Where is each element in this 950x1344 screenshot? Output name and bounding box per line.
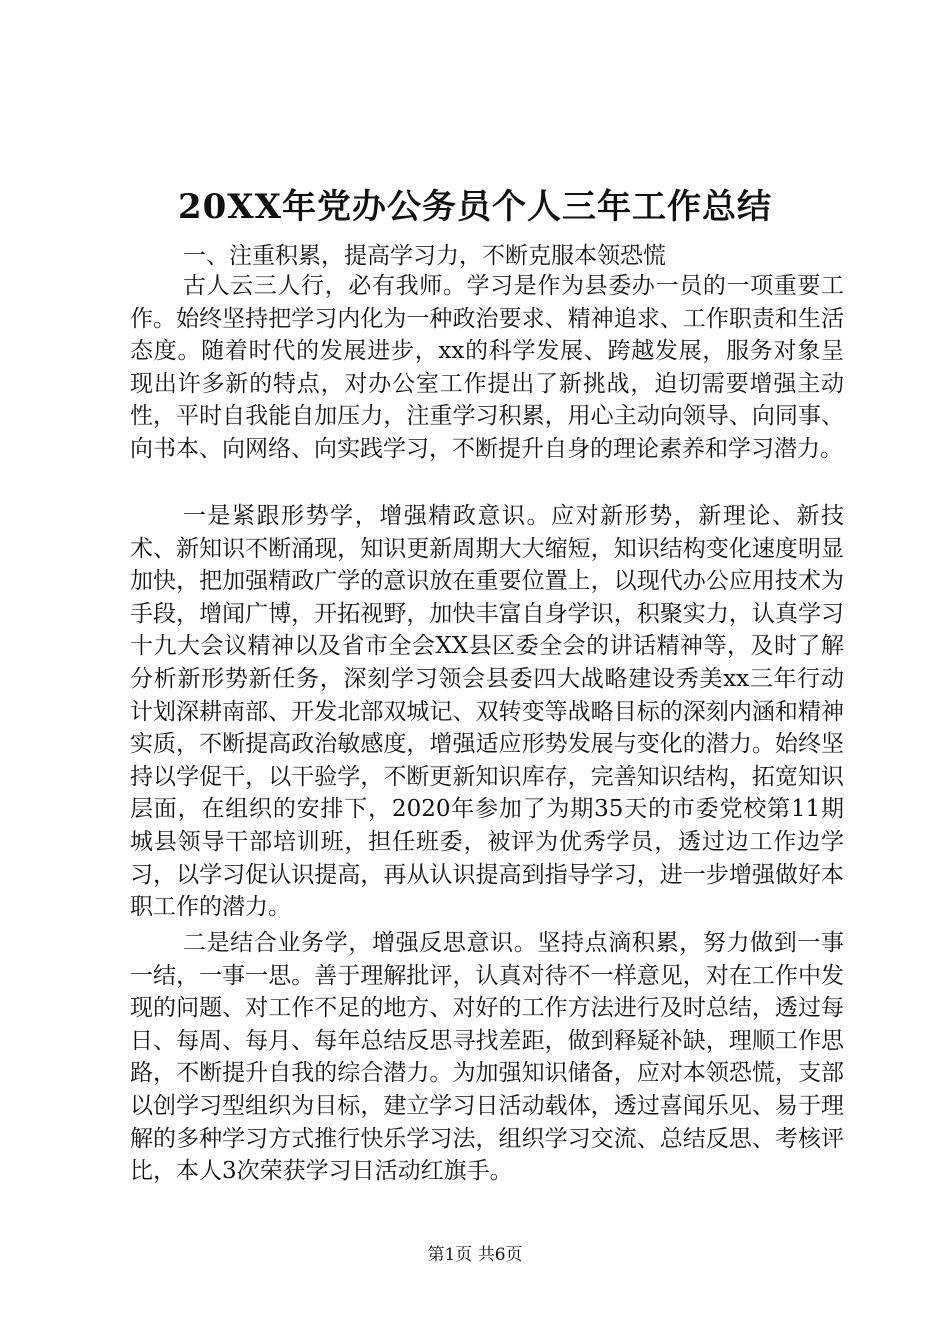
paragraph-combine-business: 二是结合业务学，增强反思意识。坚持点滴积累，努力做到一事一结，一事一思。善于理解批评，认真对待不一样意见，对在工作中发现的问题、对工作不足的地方、对好的工作方法进行及时总结，透过每日、每周、每月、每年总结反思寻找差距，做到释疑补缺，理顺工作思路，不断提升自我的综合潜力。为加强知识储备，应对本领恐慌，支部以创学习型组织为目标，建立学习日活动载体，透过喜闻乐见、易于理解的多种学习方式推行快乐学习法，组织学习交流、总结反思、考核评比，本人3次荣获学习日活动红旗手。 (130, 930, 844, 1185)
section-heading: 一、注重积累，提高学习力，不断克服本领恐慌 (183, 243, 666, 269)
paragraph-follow-situation: 一是紧跟形势学，增强精政意识。应对新形势，新理论、新技术、新知识不断涌现，知识更新周期大大缩短，知识结构变化速度明显加快，把加强精政广学的意识放在重要位置上，以现代办公应用技术为手段，增闻广博，开拓视野，加快丰富自身学识，积聚实力，认真学习十九大会议精神以及省市全会XX县区委全会的讲话精神等，及时了解分析新形势新任务，深刻学习领会县委四大战略建设秀美xx三年行动计划深耕南部、开发北部双城记、双转变等战略目标的深刻内涵和精神实质，不断提高政治敏感度，增强适应形势发展与变化的潜力。始终坚持以学促干，以干验学，不断更新知识库存，完善知识结构，拓宽知识层面，在组织的安排下，2020年参加了为期35天的市委党校第11期城县领导干部培训班，担任班委，被评为优秀学员，透过边工作边学习，以学习促认识提高，再从认识提高到指导学习，进一步增强做好本职工作的潜力。 (130, 503, 844, 921)
page-number-footer: 第1页 共6页 (427, 1245, 523, 1265)
paragraph-study-importance: 古人云三人行，必有我师。学习是作为县委办一员的一项重要工作。始终坚持把学习内化为一种政治要求、精神追求、工作职责和生活态度。随着时代的发展进步，xx的科学发展、跨越发展，服务对象呈现出许多新的特点，对办公室工作提出了新挑战，迫切需要增强主动性，平时自我能自加压力，注重学习积累，用心主动向领导、向同事、向书本、向网络、向实践学习，不断提升自身的理论素养和学习潜力。 (130, 273, 844, 462)
document-title: 20XX年党办公务员个人三年工作总结 (177, 187, 773, 227)
